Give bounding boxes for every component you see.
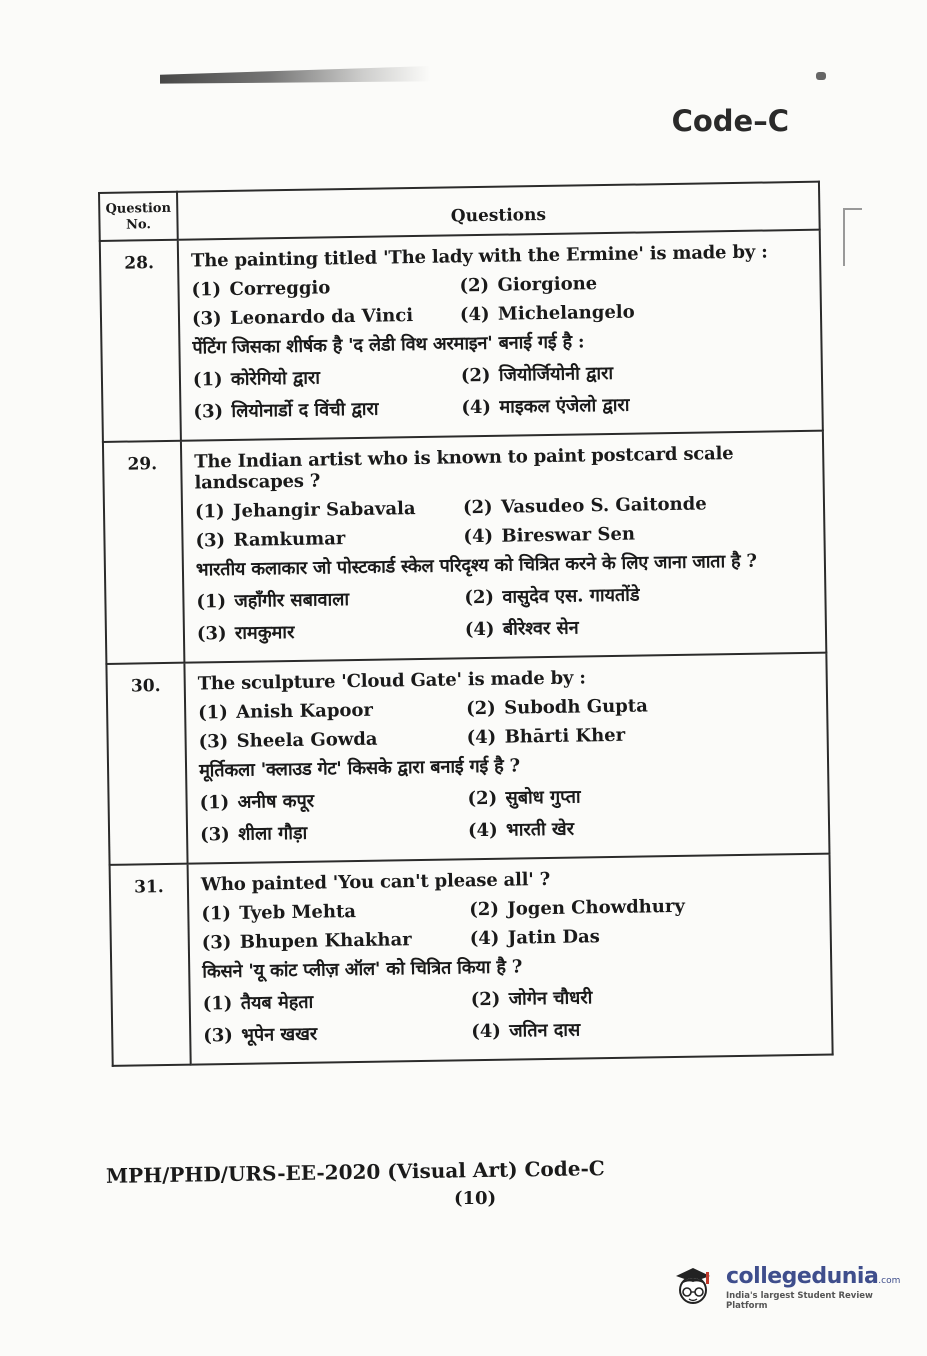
option bbox=[468, 813, 816, 842]
options-english bbox=[191, 270, 808, 330]
question-number: 30. bbox=[106, 663, 187, 865]
option bbox=[471, 982, 819, 1011]
option-number: (1) bbox=[201, 903, 232, 925]
option-text: भारती खेर bbox=[505, 818, 575, 841]
option-number: (3) bbox=[201, 931, 232, 954]
option bbox=[469, 894, 817, 920]
option-number: (4) bbox=[467, 819, 498, 842]
question-text-hindi: भारतीय कलाकार जो पोस्टकार्ड स्केल परिदृश्य को चित्रित करने के लिए जाना जाता है ? bbox=[195, 550, 757, 581]
option bbox=[200, 818, 468, 846]
option-text: माइकल एंजेलो द्वारा bbox=[499, 394, 630, 418]
option-number: (3) bbox=[198, 731, 229, 753]
option bbox=[471, 1014, 819, 1043]
option-number: (2) bbox=[462, 496, 493, 519]
option bbox=[198, 698, 466, 723]
option-number: (3) bbox=[193, 401, 224, 423]
option-text: जोगेन चौधरी bbox=[508, 987, 593, 1010]
option bbox=[470, 923, 818, 949]
watermark-brand: collegedunia bbox=[726, 1263, 879, 1289]
question-table bbox=[98, 181, 834, 1067]
question-content bbox=[181, 431, 826, 663]
option-text: वासुदेव एस. गायतोंडे bbox=[502, 584, 640, 608]
question-content bbox=[178, 230, 823, 441]
option-text: भूपेन खखर bbox=[241, 1023, 318, 1046]
question-content bbox=[188, 854, 833, 1065]
option-text: Anish Kapoor bbox=[236, 699, 374, 723]
option-number: (4) bbox=[464, 618, 495, 641]
option-text: Bhārti Kher bbox=[504, 724, 626, 748]
header-questions: Questions bbox=[177, 182, 820, 240]
mascot-icon bbox=[668, 1262, 718, 1312]
option bbox=[466, 693, 814, 719]
option-text: कोरेगियो द्वारा bbox=[230, 367, 321, 390]
option-text: जतिन दास bbox=[509, 1019, 581, 1042]
option-number: (3) bbox=[196, 623, 227, 645]
option bbox=[461, 358, 809, 387]
question-text-hindi: किसने 'यू कांट प्लीज़ ऑल' को चित्रित किया है ? bbox=[202, 956, 523, 983]
option-text: Subodh Gupta bbox=[503, 695, 648, 719]
question-table-sheet bbox=[98, 181, 834, 1067]
option-text: Michelangelo bbox=[497, 301, 635, 325]
options-english bbox=[195, 492, 812, 552]
option-number: (1) bbox=[191, 279, 222, 301]
option-number: (2) bbox=[465, 697, 496, 720]
option bbox=[196, 585, 464, 613]
option bbox=[193, 363, 461, 391]
question-number: 29. bbox=[103, 441, 184, 664]
option bbox=[461, 390, 809, 419]
option-number: (3) bbox=[195, 530, 226, 552]
question-text-english: The sculpture 'Cloud Gate' is made by : bbox=[197, 667, 586, 695]
option-number: (2) bbox=[467, 787, 498, 810]
options-hindi bbox=[199, 781, 816, 847]
option-text: सुबोध गुप्ता bbox=[505, 786, 581, 809]
option-number: (1) bbox=[194, 501, 225, 523]
option-text: शीला गौड़ा bbox=[237, 822, 308, 845]
adjacent-page-fragment bbox=[843, 208, 862, 266]
option bbox=[467, 781, 815, 810]
collegedunia-watermark bbox=[668, 1252, 901, 1322]
option-text: Correggio bbox=[229, 277, 331, 300]
page-number: (10) bbox=[454, 1188, 497, 1209]
option-text: Bhupen Khakhar bbox=[239, 929, 412, 953]
options-hindi bbox=[196, 580, 813, 646]
option-number: (2) bbox=[464, 586, 495, 609]
scan-smudge bbox=[160, 66, 430, 88]
question-row bbox=[106, 653, 829, 865]
option bbox=[198, 727, 466, 752]
option bbox=[192, 304, 460, 329]
options-english bbox=[198, 693, 815, 753]
option-text: रामकुमार bbox=[234, 621, 295, 644]
question-text-hindi: पेंटिंग जिसका शीर्षक है 'द लेडी विथ अरमाइन' बनाई गई है : bbox=[192, 331, 585, 359]
exam-code-footer: MPH/PHD/URS-EE-2020 (Visual Art) Code-C bbox=[105, 1156, 605, 1188]
header-question-no: Question No. bbox=[99, 192, 178, 241]
option-number: (1) bbox=[196, 591, 227, 613]
question-row bbox=[110, 854, 833, 1066]
option bbox=[199, 786, 467, 814]
option-number: (4) bbox=[469, 927, 500, 950]
option-number: (2) bbox=[469, 898, 500, 921]
option bbox=[463, 521, 811, 547]
option bbox=[197, 617, 465, 645]
question-text-hindi: मूर्तिकला 'क्लाउड गेट' किसके द्वारा बनाई गई है ? bbox=[198, 755, 521, 782]
option-text: Tyeb Mehta bbox=[239, 901, 357, 924]
option-number: (1) bbox=[192, 369, 223, 391]
question-content bbox=[184, 653, 829, 864]
option bbox=[195, 526, 463, 551]
option-number: (2) bbox=[470, 988, 501, 1011]
option bbox=[466, 722, 814, 748]
option-text: जियोर्जियोनी द्वारा bbox=[498, 362, 614, 386]
option-text: Jogen Chowdhury bbox=[507, 895, 685, 920]
option bbox=[459, 270, 807, 296]
question-text-english: The Indian artist who is known to paint postcard scale landscapes ? bbox=[194, 443, 734, 494]
scan-mark bbox=[816, 72, 826, 80]
option bbox=[193, 395, 461, 423]
option-number: (4) bbox=[461, 396, 492, 419]
question-number: 31. bbox=[110, 864, 191, 1066]
option-text: तैयब मेहता bbox=[240, 991, 314, 1014]
option-text: Giorgione bbox=[497, 273, 598, 296]
option-text: लियोनार्डो द विंची द्वारा bbox=[231, 398, 379, 422]
option bbox=[463, 492, 811, 518]
options-english bbox=[201, 894, 818, 954]
question-row bbox=[103, 431, 826, 664]
option bbox=[191, 275, 459, 300]
option-text: Vasudeo S. Gaitonde bbox=[500, 493, 707, 518]
question-row bbox=[100, 230, 823, 442]
option-number: (3) bbox=[203, 1024, 233, 1047]
option bbox=[203, 987, 471, 1015]
option-text: Jatin Das bbox=[507, 926, 601, 949]
watermark-brand-line bbox=[726, 1264, 900, 1289]
option bbox=[201, 899, 469, 924]
paper-code: Code–C bbox=[671, 104, 789, 138]
option bbox=[203, 1019, 471, 1047]
option bbox=[202, 928, 470, 953]
option-number: (2) bbox=[460, 364, 491, 387]
question-text-english: The painting titled 'The lady with the Ermine' is made by : bbox=[190, 241, 768, 272]
option-number: (3) bbox=[191, 308, 222, 330]
option-number: (4) bbox=[459, 303, 490, 326]
option-number: (1) bbox=[202, 992, 233, 1015]
option bbox=[460, 299, 808, 325]
question-text-english: Who painted 'You can't please all' ? bbox=[200, 868, 551, 896]
option-text: बीरेश्वर सेन bbox=[502, 617, 579, 640]
option-text: अनीष कपूर bbox=[237, 790, 315, 813]
option-number: (2) bbox=[459, 274, 490, 297]
option-number: (4) bbox=[471, 1020, 501, 1043]
watermark-brand-suffix: .com bbox=[878, 1275, 901, 1286]
option-number: (4) bbox=[463, 525, 494, 548]
option bbox=[195, 497, 463, 522]
option bbox=[464, 580, 812, 609]
watermark-text bbox=[726, 1264, 900, 1311]
watermark-tagline: India's largest Student Review Platform bbox=[726, 1290, 873, 1311]
option-number: (3) bbox=[199, 824, 230, 846]
option-number: (4) bbox=[466, 726, 497, 749]
option-text: Jehangir Sabavala bbox=[232, 498, 416, 522]
option bbox=[465, 612, 813, 641]
question-rows bbox=[100, 230, 833, 1066]
question-number: 28. bbox=[100, 240, 181, 442]
option-text: Ramkumar bbox=[233, 528, 346, 551]
option-number: (1) bbox=[198, 702, 228, 724]
option-number: (1) bbox=[199, 792, 230, 814]
option-text: Leonardo da Vinci bbox=[229, 305, 414, 329]
options-hindi bbox=[203, 982, 820, 1048]
option-text: Sheela Gowda bbox=[236, 728, 378, 752]
options-hindi bbox=[193, 358, 810, 424]
option-text: जहाँगीर सबावाला bbox=[234, 589, 350, 612]
option-text: Bireswar Sen bbox=[501, 523, 636, 547]
